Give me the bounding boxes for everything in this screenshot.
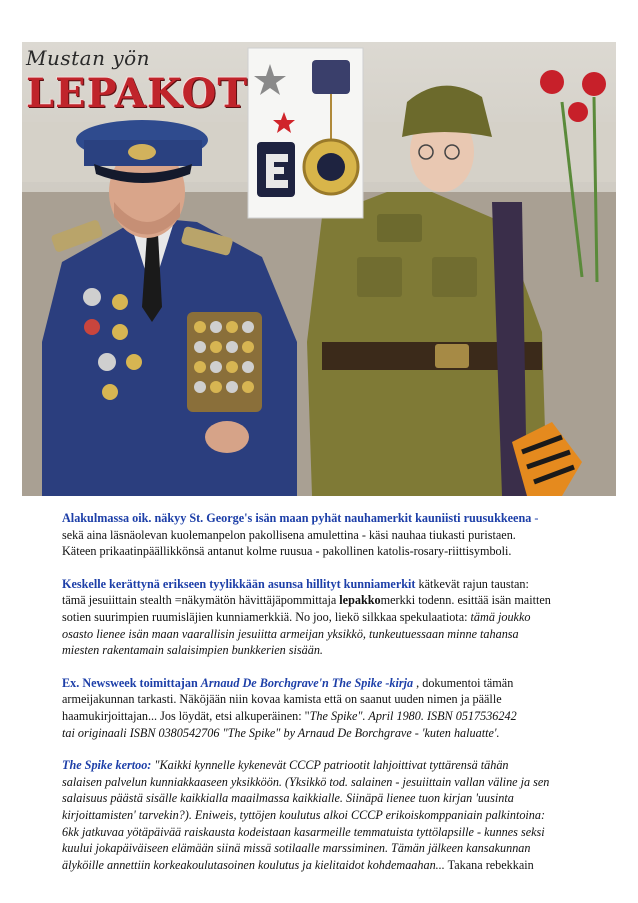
p4-line-5: 6kk jatkuvaa yötäpäivää raiskausta kodeistaan kasarmeille temmatuista tyttölapsille - kunnes seksi (62, 824, 545, 839)
paragraph-1 (62, 510, 582, 560)
paragraph-2 (62, 576, 582, 659)
veteran-hand (205, 421, 249, 453)
p2-line-3 (62, 609, 582, 626)
p4-line-1-rest: "Kaikki kynnelle kykenevät CCCP patriootit lahjoittivat tyttärensä tähän (151, 758, 509, 773)
p1-line-2: sekä aina läsnäolevan kuolemanpelon pakollisena amulettina - käsi nauhaa tiukasti puristaen. (62, 527, 516, 542)
p2-lepakko: lepakko (339, 593, 381, 608)
p4-heading: The Spike kertoo: (62, 758, 152, 773)
p4-line-1 (62, 757, 582, 774)
p4-line-6: kuului jokapäiväiseen elämään siinä missä sotilaalle marssiminen. Tämän jälkeen kansakunnan (62, 841, 531, 856)
left-pocket (357, 257, 402, 297)
cap-badge (128, 144, 156, 160)
p3-line-3 (62, 708, 582, 725)
p3-spike: The Spike (309, 708, 358, 723)
p4-line-7 (62, 857, 582, 874)
ribbon-bar-icon (312, 60, 350, 94)
p4-line-7-b: Takana rebekkain (444, 857, 534, 872)
p2-line-3-italic: tämä joukko (470, 609, 531, 624)
uniform-collar (377, 214, 422, 242)
p1-dash: - (531, 511, 539, 525)
medal-inset (248, 48, 363, 218)
p4-line-3: salaisuus päästä sisälle kaikkialla maailmassa kaikkialle. Siinäpä lienee tuon kirjan 'uusinta (62, 791, 514, 806)
p1-line-1 (62, 510, 582, 527)
p3-line-2: armeijakunnan tarkasti. Näköjään niin kovaa kamista että on saanut uuden nimen ja päälle (62, 692, 502, 707)
p3-line-1-rest: , dokumentoi tämän (413, 675, 514, 690)
p4-line-2: salaisen palvelun kunniakkaaseen yksikköön. (Yksikkö tod. salainen - jesuiittain vallan väline ja sen (62, 774, 550, 789)
p2-heading: Keskelle kerättynä erikseen tyylikkään asunsa hillityt kunniamerkit (62, 576, 416, 591)
p2-line-5: miesten rakentamain salaisimpien bunkkerien sisään. (62, 643, 323, 658)
p4-line-4: kirjoittamisten' tarvekin?). Eniweis, tyttöjen koulutus alkoi CCCP erikoiskomppaniain palkintoina: (62, 807, 546, 822)
p3-book-title: Arnaud De Borchgrave'n The Spike -kirja (200, 675, 414, 690)
p3-line-4: tai originaali ISBN 0380542706 "The Spike" by Arnaud De Borchgrave - 'kuten haluatte'. (62, 725, 500, 740)
belt-buckle (435, 344, 469, 368)
article-body (62, 510, 582, 889)
p2-line-2-a: tämä jesuiittain stealth =näkymätön hävittäjäpommittaja (62, 593, 340, 608)
p2-line-2-c: merkki todenn. esittää isän maitten (380, 593, 551, 608)
site-logo (22, 42, 249, 122)
paragraph-4 (62, 757, 582, 873)
p2-line-2 (62, 592, 582, 609)
p2-line-3-a: sotien suurimpien ruumisläjien kunniamerkkiä. No joo, liekö silkkaa spekulaatiota: (62, 609, 471, 624)
paragraph-3 (62, 675, 582, 741)
p1-heading: Alakulmassa oik. näkyy St. George's isän maan pyhät nauhamerkit kauniisti ruusukkeena (62, 511, 532, 525)
p2-line-1-rest: kätkevät rajun taustan: (415, 576, 529, 591)
logo-subtitle: Mustan yön (26, 46, 151, 70)
p4-line-7-a: älyköille annettiin korkeakoulutasoinen koulutus ja kielitaidot kohdemaahan... (62, 857, 445, 872)
p2-line-1 (62, 576, 582, 593)
p3-heading: Ex. Newsweek toimittajan (62, 675, 201, 690)
logo-title: LEPAKOT (26, 70, 249, 117)
p3-line-1 (62, 675, 582, 692)
p3-isbn-1: ". April 1980. ISBN 0517536242 (357, 708, 517, 723)
p2-line-4: osasto lienee isän maan vaarallisin jesuiitta armeijan yksikkö, tunkeutuessaan minne tahansa (62, 626, 519, 641)
right-pocket (432, 257, 477, 297)
p3-line-3-a: haamukirjoittajan... Jos löydät, etsi alkuperäinen: " (62, 708, 310, 723)
garrison-cap (402, 86, 492, 137)
p1-line-3: Käteen prikaatinpäällikkönsä antanut kolme ruusua - pakollinen katolis-rosary-riittisymboli. (62, 544, 512, 559)
medal-rack (187, 312, 262, 412)
